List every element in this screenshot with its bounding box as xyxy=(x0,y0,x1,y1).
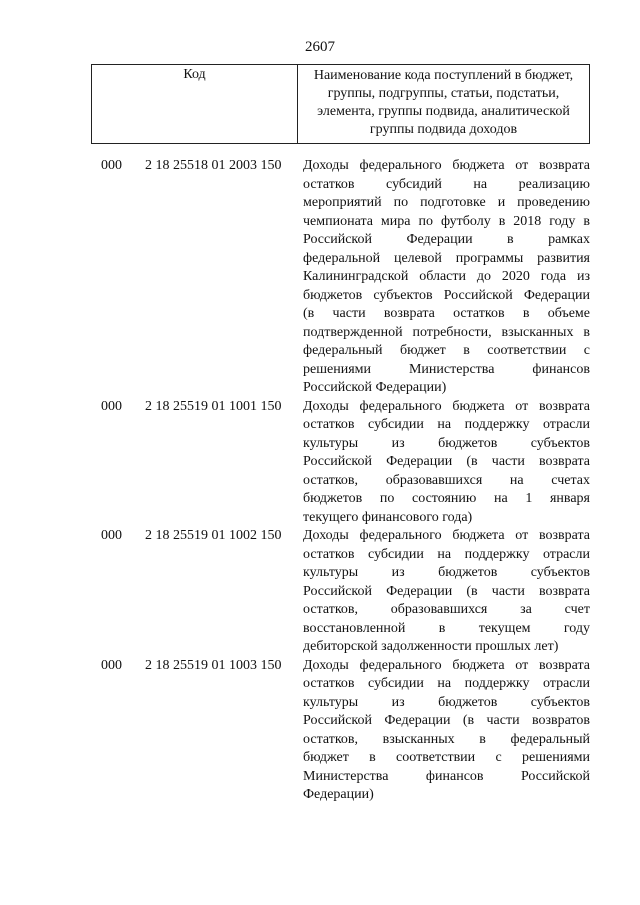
income-description xyxy=(303,398,590,528)
description-line: дебиторской задолженности прошлых лет) xyxy=(303,639,559,654)
description-line: Калининградской области до 2020 года из xyxy=(303,269,590,284)
description-line: Доходы федерального бюджета от возврата xyxy=(303,398,590,414)
description-line: Российской Федерации (в части возвратов xyxy=(303,713,590,728)
admin-code: 000 xyxy=(101,657,122,673)
description-line: текущего финансового года) xyxy=(303,509,473,525)
description-line: подтвержденной потребности, взысканных в xyxy=(303,324,590,340)
description-line: (в части возврата остатков в объеме xyxy=(303,306,590,321)
page-number: 2607 xyxy=(305,39,335,55)
description-line: бюджетов субъектов Российской Федерации xyxy=(303,287,590,303)
description-line: решениями Министерства финансов xyxy=(303,361,590,377)
description-line: бюджетов по состоянию на 1 января xyxy=(303,491,590,506)
description-line: восстановленной в текущем году xyxy=(303,620,590,636)
description-line: культуры из бюджетов субъектов xyxy=(303,565,590,580)
description-line: остатков, образовавшихся на счетах xyxy=(303,472,590,488)
table-header xyxy=(91,64,590,144)
table-row xyxy=(0,157,640,398)
description-line: Российской Федерации (в части возврата xyxy=(303,583,590,599)
income-code: 2 18 25519 01 1002 150 xyxy=(145,528,282,543)
description-line: федеральной целевой программы развития xyxy=(303,250,590,266)
description-line: чемпионата мира по футболу в 2018 году в xyxy=(303,213,590,229)
header-name-line: элемента, группы подвида, аналитической xyxy=(317,104,570,119)
admin-code: 000 xyxy=(101,528,122,543)
header-name-line: Наименование кода поступлений в бюджет, xyxy=(313,68,574,83)
description-line: Федерации) xyxy=(303,787,374,802)
income-description xyxy=(303,157,590,398)
description-line: остатков субсидий на реализацию xyxy=(303,176,590,192)
description-line: культуры из бюджетов субъектов xyxy=(303,694,590,710)
header-name-line: группы подвида доходов xyxy=(369,122,518,137)
description-line: остатков субсидии на поддержку отрасли xyxy=(303,676,590,691)
description-line: остатков субсидии на поддержку отрасли xyxy=(303,417,590,432)
income-description xyxy=(303,657,590,805)
description-line: культуры из бюджетов субъектов xyxy=(303,435,590,451)
income-description xyxy=(303,527,590,657)
description-line: остатков, образовавшихся за счет xyxy=(303,602,590,617)
description-line: бюджет в соответствии с решениями xyxy=(303,750,590,765)
header-name-line: группы, подгруппы, статьи, подстатьи, xyxy=(327,86,560,101)
header-name-cell xyxy=(298,65,589,143)
table-row xyxy=(0,657,640,805)
description-line: остатков субсидии на поддержку отрасли xyxy=(303,546,590,562)
description-line: Российской Федерации (в части возврата xyxy=(303,454,590,469)
description-line: Российской Федерации) xyxy=(303,380,447,395)
income-code: 2 18 25518 01 2003 150 xyxy=(145,158,282,173)
description-line: федеральный бюджет в соответствии с xyxy=(303,343,590,358)
entries-list xyxy=(0,157,640,805)
description-line: Российской Федерации в рамках xyxy=(303,232,590,247)
table-row xyxy=(0,398,640,528)
description-line: мероприятий по подготовке и проведению xyxy=(303,195,590,210)
income-code: 2 18 25519 01 1003 150 xyxy=(145,657,282,673)
description-line: остатков, взысканных в федеральный xyxy=(303,731,590,747)
description-line: Доходы федерального бюджета от возврата xyxy=(303,528,590,543)
admin-code: 000 xyxy=(101,398,122,414)
income-code: 2 18 25519 01 1001 150 xyxy=(145,398,282,414)
description-line: Доходы федерального бюджета от возврата xyxy=(303,657,590,673)
description-line: Министерства финансов Российской xyxy=(303,768,590,784)
table-row xyxy=(0,527,640,657)
description-line: Доходы федерального бюджета от возврата xyxy=(303,158,590,173)
header-code-cell: Код xyxy=(92,65,298,143)
admin-code: 000 xyxy=(101,158,122,173)
